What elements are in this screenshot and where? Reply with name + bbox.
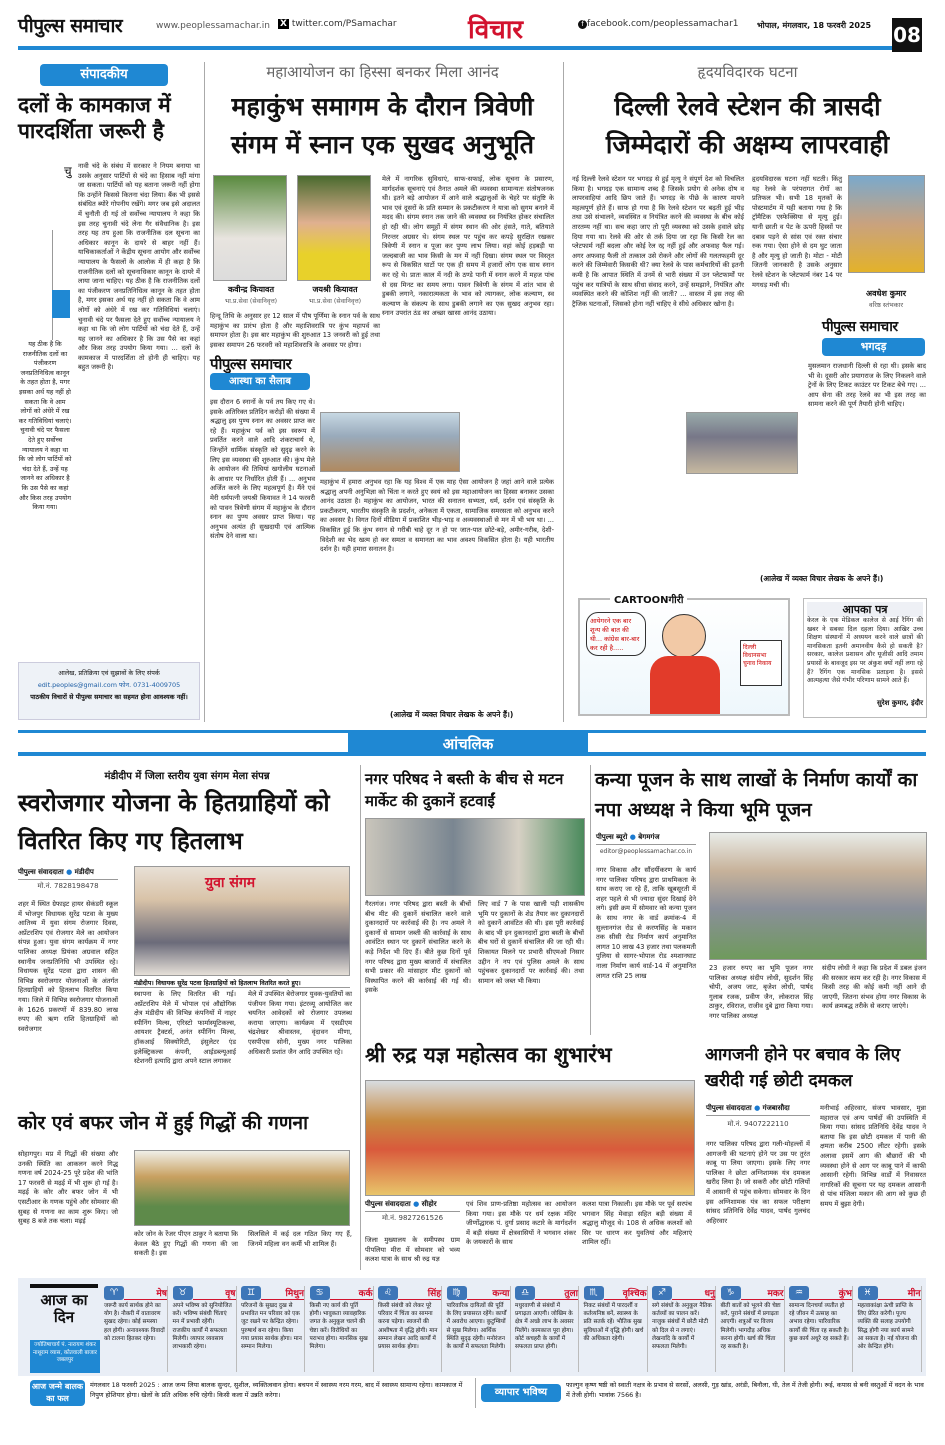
facebook-link[interactable]: f facebook.com/peoplessamachar1 [578,19,739,29]
business-tag: व्यापार भविष्य [481,1384,561,1402]
zodiac-7 [513,1286,579,1372]
zodiac-forecast: किसी नए कार्य की पूर्ति होगी। भावुकता व्यावहारिक जगत के अनुकूल चलने की चेष्टा करें। विरोधियों का पराभव होगा। मानसिक सुख मिलेगा। [309,1303,368,1351]
author1-name: कवीन्द्र कियावत [227,285,275,294]
zodiac-sign-icon: ♐ [652,1286,672,1300]
zodiac-1 [102,1286,168,1372]
delhi-author-name: अवधेश कुमार [866,289,906,298]
zodiac-3 [239,1286,305,1372]
zodiac-sign-icon: ♍ [447,1286,467,1300]
column-divider [563,62,564,722]
kalash-yatra-photo [365,1080,695,1196]
zodiac-forecast: सगे संबंधों के अनुकूल नैतिक कर्तव्यों का पालन करें। नाजुक संबंधों में छोटी मोटी को दिल से न लगाएं। लेखनादि के कार्यों में सफलता मिलेगी। [652,1303,712,1351]
zodiac-name: वृश्चिक [604,1286,647,1300]
column-divider [590,765,591,1035]
zodiac-sign-icon: ♈ [104,1286,124,1300]
kumbh-headline: महाकुंभ समागम के दौरान त्रिवेणी संगम में स्नान एक सुखद अनुभूति [230,92,535,159]
zodiac-9 [650,1286,716,1372]
cartoon-sign: दिल्ली विधानसभा चुनाव निकाय [740,640,782,686]
editorial-tag: संपादकीय [40,64,168,86]
author2-name: जयश्री कियावत [312,285,358,294]
zodiac-6 [445,1286,511,1372]
rudra-col1: जिला मुख्यालय के समीपस्थ ग्राम पीपलिया मीरा में सोमवार को भव्य कलश यात्रा के साथ श्री रुद्र यज्ञ [365,1236,460,1264]
zodiac-forecast: जरूरी कार्य सार्थक होने का योग है। नौकरी में वातावरण सुखद रहेगा। कोई समस्या हल होगी। अनावश्यक विवादों को टालना हितकर रहेगा। [104,1303,165,1342]
cartoon-face [662,614,706,658]
mutton-col2: लिए वार्ड 7 के पास खाली पड़ी शासकीय भूमि पर दुकानों के शेड तैयार कर दुकानदारों को दुकानें आवंटित की थी। इस पूरी कार्रवाई के बाद भी इन दुकानदारों द्वारा बस्ती के बीचों बीच घरों से दुकानें संचालित की जा रही थी। शिकायत मिलने पर प्रभारी सीएमओ निसार उद्दीन ने नप एवं पुलिस अमले के साथ पहुंचकर दुकानदारों पर कार्रवाई की। तथा सामान को जब्त भी किया। [478,900,584,985]
swarozgar-col2: स्थापना के लिए वितरित की गई। अप्रेंटरशिप मेले में भोपाल एवं औद्योगिक क्षेत्र मंडीदीप की विभिन्न कंपनियों में नाहर स्पीनिंग मिल्स, एरिस्टो फार्मास्यूटिकल्स, आयशर ट्रैक्टर्स, अनंत स्पीनिंग मिल्स, हॉकआई सिक्योरिटी, इंसुलेटर एंड इलेक्ट्रिकल्स कंपनी, आईडब्ल्यूआई स्टेशनरी इत्यादि द्वारा अपने स्टाल लगाकर [134,990,236,1066]
kumbh-intro: हिन्दू तिथि के अनुसार हर 12 साल में पौष पूर्णिमा के स्नान पर्व के साथ महाकुंभ का प्रारंभ होता है और महाशिवरात्रि पर कुंभ महापर्व का समापन होता है। इस बार महाकुंभ की शुरुआत 13 जनवरी को हुई तथा इसका समापन 26 फरवरी को महाशिवरात्रि के अवसर पर होगा। [210,312,380,349]
mutton-headline: नगर परिषद ने बस्ती के बीच से मटन मार्केट की दुकानें हटवाईं [365,770,564,810]
facebook-icon: f [578,20,587,29]
letter-body: केरल के एक मेडिकल कालेज से आई रैगिंग की खबर ने सबका दिल दहला दिया। आखिर उच्च शिक्षण संस्थानों में अध्ययन करने वाले छात्रों की मानसिकता इतनी अमानवीय कैसे हो सकती है? सरकार, कालेज प्रशासन और यूजीसी आदि तमाम प्रयासों के बावजूद इस पर अंकुश क्यों नहीं लगा रहे हैं? रैगिंग एक मानसिक प्रताड़ना है। इससे आत्महत्या जैसे गंभीर परिणाम सामने आते हैं। [807,617,923,685]
letter-signature: सुरेश कुमार, इंदौर [877,699,923,707]
kumbh-badge: आस्था का सैलाब [210,373,310,390]
kumbh-kicker: महाआयोजन का हिस्सा बनकर मिला आनंद [266,63,499,81]
author-photo-kavindra [213,175,287,281]
kanya-email[interactable]: editor@peoplessamachar.co.in [599,848,693,855]
swarozgar-byline: पीपुल्स संवाददाता ● मंडीदीप [18,868,118,880]
letter-box [803,598,927,718]
author-photo-awadhesh [848,175,925,273]
zodiac-name: वृष [193,1286,236,1300]
zodiac-forecast: निकट संबंधों में पारदर्शी व कर्तव्यनिष्ठ बनें, स्वास्थ्य के प्रति सतर्क रहें। भौतिक सुख सुविधाओं में वृद्धि होगी। खर्च की अधिकता रहेगी। [583,1303,644,1342]
kumbh-crowd-photo [320,412,460,472]
fire-byline: पीपुल्स संवाददाता ● गंजबासौदा [706,1104,810,1116]
zodiac-name: सिंह [398,1286,441,1300]
vulture-headline: कोर एवं बफर जोन में हुई गिद्धों की गणना [18,1112,309,1134]
contact-label: आलेख, प्रतिक्रिया एवं सुझावों के लिए संपर्क [58,669,160,677]
page-number: 08 [892,18,922,52]
kanya-byline: पीपुल्स ब्यूरो ● बेगमगंज [596,833,696,845]
kanya-col1: नगर विकास और सौंदर्यीकरण के कार्य नगर पालिका परिषद द्वारा प्राथमिकता के साथ कराए जा रहे हैं, ताकि खूबसूरती में शहर पहले से भी ज्यादा सुंदर दिखाई देने लगे। इसी क्रम में सोमवार को कन्या पूजन के साथ नगर के वार्ड क्रमांक-4 में सुल्तानगंज रोड से करणसिंह के मकान तक सीसी रोड निर्माण कार्य अनुमानित लागत 10 लाख 43 हजार तथा पलकमती पुलिया से सागर-भोपाल रोड श्मशानघाट नाला निर्माण कार्य वार्ड-14 में अनुमानित लागत राशि 25 लाख [596,866,696,980]
website-link[interactable]: www.peoplessamachar.in [156,21,270,31]
zodiac-2 [171,1286,237,1372]
rudra-headline: श्री रुद्र यज्ञ महोत्सव का शुभारंभ [365,1043,612,1067]
fire-phone: मो.नं. 9407222110 [727,1120,789,1128]
swarozgar-col1: शहर में स्थित ग्रेफाइट हायर सेकंडरी स्कूल में भोजपुर विधायक सुरेंद्र पटवा के मुख्य आतिथ्य में युवा संगम रोजगार दिवस, अप्रेंटरशिप एवं रोजगार मेले का आयोजन संपन्न हुआ। युवा संगम कार्यक्रम में नगर पालिका अध्यक्ष प्रियंका अग्रवाल सहित स्थानीय जनप्रतिनिधि भी उपस्थित रहे। विधायक सुरेंद्र पटवा द्वारा शासन की विभिन्न स्वरोजगार योजनाओं के अंतर्गत हितग्राहियों को हितलाभ वितरित किया गया। जिले में विभिन्न स्वरोजगार योजनाओं के 1626 प्रकरणों में 839.80 लाख रुपए की ऋण राशि हितग्राहियों को स्वरोजगार [18,900,118,1033]
column-divider [360,765,361,1270]
station-photo [686,412,798,474]
delhi-headline: दिल्ली रेलवे स्टेशन की त्रासदी जिम्मेदारों की अक्षम्य लापरवाही [605,92,890,159]
twitter-link[interactable]: X twitter.com/PSamachar [280,19,397,29]
cartoon-title: CARTOONगीरी [610,592,687,606]
regional-section-tab: आंचलिक [348,733,588,756]
zodiac-5 [376,1286,442,1372]
header-rule [18,46,892,50]
fire-headline: आगजनी होने पर बचाव के लिए खरीदी गई छोटी दमकल [705,1045,901,1091]
rudra-col2: एवं शिव प्राण-प्रतिष्ठा महोत्सव का आयोजन किया गया। इस मौके पर धर्म रक्षक मंदिर जीर्णोद्धारक पं. दुर्गा प्रसाद कटारे के मार्गदर्शन में बड़ी संख्या में क्षेत्रवासियों ने भगवान शंकर के जयकारों के साथ [466,1200,576,1247]
zodiac-11 [787,1286,853,1372]
zodiac-4 [308,1286,374,1372]
contact-disclaimer: पाठकीय विचारों से पीपुल्स समाचार का सहमत होना आवश्यक नहीं। [30,693,188,701]
x-icon: X [280,19,287,29]
editorial-pullquote: यह ठीक है कि राजनीतिक दलों का पंजीकरण जनप्रतिनिधित्व कानून के तहत होता है, मगर इसका अर्थ यह नहीं हो सकता कि वे आम लोगों को अंधेरे में रख कर गतिविधियां चलाएं। चुनावी चंदे पर फैसला देते हुए सर्वोच्च न्यायालय ने कहा था कि जो लोग पार्टियों को चंदा देते हैं, उन्हें यह जानने का अधिकार है कि उस पैसे का कहां और किस तरह उपयोग किया गया। [18,340,72,512]
delhi-badge: भगदड़ [822,338,925,356]
cartoon-panel [578,595,790,716]
zodiac-name: कन्या [467,1286,510,1300]
author1-role: भा.प्र.सेवा (सेवानिवृत्त) [224,298,278,305]
delhi-logo: पीपुल्स समाचार [822,319,898,335]
swarozgar-phone: मो.नं. 7828198478 [37,882,99,890]
cartoon-speech-bubble: आयेगरने एक बार शून्य की बात की थी... कांग्रेस बार-बार कर रही है..... [586,612,646,656]
zodiac-forecast: बीती बातों को भूलने की चेष्टा करें, पुराने संबंधों में प्रगाढ़ता आएगी। शत्रुओं पर विजय मिलेगी। भागदौड़ अधिक करना होगी। खर्च की चिंता रह सकती है। [720,1303,781,1351]
zodiac-sign-icon: ♑ [721,1286,741,1300]
zodiac-12 [856,1286,922,1372]
zodiac-name: धनु [672,1286,715,1300]
zodiac-forecast: पारिवारिक दायित्वों की पूर्ति के लिए प्रयासरत रहेंगे। कार्यों में अवरोध आएगा। कुटुम्बियों से सुख मिलेगा। आर्थिक स्थिति सुदृढ़ रहेगी। मनोरंजन के कार्यों में सफलता मिलेगी। [446,1303,507,1351]
vulture-col3: सिलसिले में कई दल गठित किए गए हैं, जिनमें महिला वन कर्मी भी शामिल हैं। [248,1230,352,1248]
rudra-phone: मो.नं. 9827261526 [381,1214,444,1222]
zodiac-10 [719,1286,785,1372]
zodiac-sign-icon: ♒ [789,1286,809,1300]
section-title: विचार [468,15,524,45]
zodiac-sign-icon: ♉ [173,1286,193,1300]
author2-role: भा.प्र.सेवा (सेवानिवृत्त) [308,298,362,305]
horoscope-title: आज का दिन [40,1291,88,1326]
business-forecast: फाल्गुन कृष्ण षष्ठी को स्वाती नक्षत्र के प्रभाव से सरसों, अलसी, गुड़ खांड, अरंडी, बिनौला, घी, तेल में तेजी होगी। रूई, कपास से बनी वस्तुओं में वदन के भाव में तेजी होगी। भावांक 7566 है। [566,1381,924,1399]
rudra-col3: कलश यात्रा निकाली। इस मौके पर पूर्व सरपंच भगवान सिंह मेवाड़ा सहित बड़ी संख्या में श्रद्धालु मौजूद थे। 108 से अधिक कलशों को सिर पर धारण कर युवतियां और महिलाएं शामिल रहीं। [582,1200,692,1247]
astrologer-credit: ज्योतिषाचार्य पं. नारायण शंकर नाथूराम व्यास, कोतवाली बाजार जबलपुर [30,1340,100,1373]
zodiac-sign-icon: ♌ [378,1286,398,1300]
zodiac-forecast: महत्वाकांक्षा ऊंची प्राप्ति के लिए प्रेरित करेगी। पूज्य व्यक्ति की सलाह उपयोगी सिद्ध होगी नया कार्य सामने आ सकता है। नई योजना की ओर केन्द्रित होंगे। [857,1303,917,1351]
kumbh-col1: इस दौरान 6 स्नानों के पर्व तय किए गए थे। इसके अतिरिक्त प्रतिदिन करोड़ों की संख्या में श्रद्धालु इस पुण्य स्नान का अवसर प्राप्त कर रहे हैं। महाकुंभ पर्व को इस स्वरूप में प्रवर्तित करने वाले आदि शंकराचार्य थे, जिन्होंने धार्मिक संस्कृति को सुदृढ़ करने के लिए इस व्यवस्था की शुरुआत की। कुंभ मेले के आयोजन की तिथियां खगोलीय घटनाओं के आधार पर निर्धारित होती हैं। ... अनुभव अर्जित करने के लिए महत्वपूर्ण है। मैंने एवं मेरी धर्मपत्नी जयश्री कियावत ने 14 फरवरी को पावन त्रिवेणी संगम में महाकुंभ के दौरान स्नान का पुण्य अवसर प्राप्त किया। यह अनुभव अत्यंत ही सुखदायी एवं आत्मिक संतोष देने वाला था। [210,398,315,541]
fire-col1: नगर पालिका परिषद द्वारा गली-मोहल्लों में आगजनी की घटनाएं होने पर उस पर तुरंत काबू पा लिया जाएगा। इसके लिए नगर पालिका ने छोटा अग्निशामक यंत्र दमकल खरीद लिया है। जो सकरी और छोटी गलियों में आसानी से पहुंच सकेगा। सोमवार के दिन इस अग्निशामक यंत्र का सफल परीक्षण सांसद प्रतिनिधि देवेंद्र यादव, पार्षद गुलचंद अहिरवार [706,1140,810,1225]
zodiac-sign-icon: ♎ [515,1286,535,1300]
zodiac-name: मीन [878,1286,921,1300]
swarozgar-col3: मेले में उपस्थित बेरोजगार युवक-युवतियों का पंजीयन किया गया। इंटरव्यू आयोजित कर चयनित आवेदकों को रोजगार उपलब्ध कराया जाएगा। कार्यक्रम में एसडीएम चंद्रशेखर श्रीवास्तव, वृंदावन मीणा, एसपीएस सोनी, मुख्य नगर पालिका अधिकारी प्रशांत जैन आदि उपस्थित रहे। [248,990,352,1056]
birth-forecast: मंगलवार 18 फरवरी 2025 : आज जन्म लिया बालक सुन्दर, सुशील, व्यक्तित्ववान होगा। बचपन में स्वास्थ्य नरम गरम, बाद में स्वास्थ्य सामान्य रहेगा। कामकाज में निपुण होशियार होगा। खेलों के प्रति अधिक रुचि रहेगी। किसी कला में उन्नति करेगा। [90,1381,463,1399]
mutton-market-photo [365,818,585,896]
cartoon-shirt [650,656,720,714]
zodiac-name: कर्क [330,1286,373,1300]
zodiac-forecast: परिजनों के सुखद दुख से प्रभावित मन परिवार को एक जुट रखने पर केन्द्रित रहेगा। पुरुषार्थ बना रहेगा। किया गया प्रयास सार्थक होगा। मान सम्मान मिलेगा। [241,1303,302,1351]
zodiac-name: मेष [124,1286,167,1300]
kanya-col3: संदीप लोधी ने कहा कि प्रदेश में डबल इंजन की सरकार काम कर रही है। नगर विकास में किसी तरह की कोई कमी नहीं आने दी जाएगी, जितना संभव होगा नगर विकास के कार्य क्रमबद्ध तरीके से कराए जाएंगे। [822,964,926,1011]
dateline: भोपाल, मंगलवार, 18 फरवरी 2025 [757,21,872,30]
zodiac-forecast: मधुरवाणी से संबंधों में प्रगाढ़ता आएगी। जोखिम के क्षेत्र में अच्छे लाभ के अवसर मिलेंगे। कामकाज पूरा होगा। कोर्ट कचहरी के कार्यों में सफलता प्राप्त होगी। [515,1303,574,1351]
zodiac-forecast: सामान्य दिनचर्या व्यतीत हो रहे जीवन में उत्साह का अभाव रहेगा। पारिवारिक कार्यों की चिंता रह सकती है। कुछ कार्य अधूरे रह सकते हैं। [789,1303,849,1342]
masthead-logo: पीपुल्स समाचार [18,15,123,37]
column-divider [204,62,205,722]
delhi-author-role: वरिष्ठ स्तंभकार [869,301,903,309]
kumbh-col3: महाकुंभ में हमारा अनुभव रहा कि यह विश्व में एक माह ऐसा आयोजन है जहां आने वाले प्रत्येक श्रद्धालु अपनी अनुभिज्ञा को चिंता न करते हुए स्वयं को इस महाआयोजन का हिस्सा बनाकर उसका आनंद उठाता है। महाकुंभ का आयोजन, भारत की सनातन सभ्यता, धर्म, दर्शन एवं संस्कृति के प्रकटीकरण, भारतीय संस्कृति के प्रदर्शन, अनेकता में एकता, सामाजिक समरसता को अनुभव करने का अवसर है। विगत दिनों मीडिया में प्रकाशित भीड़-भाड़ व अव्यवस्थाओं से मन में भी भय था। ... विकसित हुई कि कुंभ स्नान से गरीबी चाहे दूर न हो पर जात-पात छोटे-बड़े, अमीर-गरीब, देशी-विदेशी का भेद खत्म हो कर समता व समानता का भाव अवश्य विकसित होता है। यही भारतीय दर्शन है। यही हमारा सनातन है। [320,478,554,554]
drop-cap: चु [64,164,72,178]
contact-email[interactable]: edit.peoples@gmail.com फोन. 0731-4009705 [37,681,181,689]
zodiac-forecast: किसी संबंधी को लेकर पूरे परिवार में चिंता का सामना करना पड़ेगा। स्वजनों की आशीषता में वृद्धि होगी। मान सम्मान लेखन आदि कार्यों में प्रयास सार्थक होगा। [378,1303,438,1351]
delhi-col3: मुसलमान राजधानी दिल्ली से रहा थी। इसके बाद भी वे। दूसरी ओर प्रयागराज के लिए निकलने वाले ट्रेनों के लिए टिकट काउंटर पर टिकट बेचे गए। ... आप सेना की तरह रेलवे का भी इस तरह का सामना करने की पूर्ण तैयारी होनी चाहिए। [808,362,926,409]
delhi-col1: नई दिल्ली रेलवे स्टेशन पर भगदड़ से हुई मृत्यु ने संपूर्ण देश को विचलित किया है। भगदड़ एक सामान्य शब्द है जिसके प्रयोग से अनेक दोष व लापरवाहियां आदि छिप जाते हैं। भगदड़ के पीछे के कारण मायने महत्वपूर्ण होते हैं। साफ हो गया है कि रेलवे स्टेशन पर बढ़ती हुई भीड़ तथा उसे संभालने, व्यवस्थित व नियंत्रित करने की व्यवस्था के बीच कोई तारतम्य नहीं था। सच कहा जाए तो पूरी व्यवस्था को उसके हवाले छोड़ दिया गया था। रेलवे की ओर से तर्क दिया जा रहा कि किसी रेल का प्लेटफार्म नहीं बदला और कोई रेल रद्द नहीं हुई और अफवाह फैल गई। अगर अफवाह फैली तो तत्काल उसे रोकने और लोगों की गलतफहमी दूर करने की जिम्मेवारी किसकी थी? क्या रेलवे के पास कर्मचारियों की इतनी कमी है कि आपात स्थिति में उनमें से भारी संख्या में उन प्लेटफार्मों पर पहुंच कर यात्रियों के साथ सीधा संवाद करने, उन्हें समझाने, नियंत्रित और व्यवस्थित करने की कोशिश नहीं की जाती? ... वास्तव में इस तरह की ट्रैजिक घटनाओं, जिसको होना नहीं चाहिए वे सीधे अधिकार खोना है। [572,175,744,308]
column-divider [475,1378,476,1408]
zodiac-8 [582,1286,648,1372]
kanya-pujan-photo [709,832,927,960]
zodiac-name: मिथुन [261,1286,304,1300]
delhi-col2: हृदयविदारक घटना नहीं घटती। किंतु यह रेलवे के परंपरागत रोगों का प्रतिफल भी। सभी 18 मृतकों के पोस्टमार्टम में यही बताया गया है कि ट्रॉमैटिक एस्फेक्सिया से मृत्यु हुई। यानी छाती व पेट के ऊपरी हिस्सों पर दबाव पड़ने से सांस एवं रक्त संचार रुक गया। ऐसा होने से दम घुट जाता है और मृत्यु हो जाती है। मोटा - मोटी जितनी जानकारी है उसके अनुसार रेलवे स्टेशन के प्लेटफार्म नंबर 14 पर मगधड़ मची थी। [752,175,842,289]
delhi-disclaimer: (आलेख में व्यक्त विचार लेखक के अपने हैं।) [760,574,884,583]
vulture-census-photo [134,1150,350,1226]
rudra-byline: पीपुल्स संवाददाता ● सीहोर [365,1200,460,1212]
fire-col2: मनीभाई अहिरवार, संजय भावसार, मुन्ना महाराज एवं अन्य पार्षदों की उपस्थिति में किया गया। सांसद प्रतिनिधि देवेंद्र यादव ने बताया कि इस छोटी दमकल में पानी की क्षमता करीब 2500 लीटर रहेगी। इसके अलावा इसमें आग की बौछारों की भी व्यवस्था होने से आग पर काबू पाने में काफी आसानी रहेगी। विभिन्न वार्डों में निवासरत नागरिकों की सूचना पर यह दमकल आसानी से पांच मंजिला मकान की आग को कुछ ही समय में बुझा देगी। [820,1104,926,1208]
kumbh-disclaimer: (आलेख में व्यक्त विचार लेखक के अपने हैं।) [390,710,514,719]
kumbh-col2: मेले में नागरिक सुविधाएं, साफ-सफाई, लोक सूचना के प्रसारण, मार्गदर्शक सूचनाएं एवं तैनात अमले की व्यवस्था सामान्यतः संतोषजनक थी। इतने बड़े आयोजन में आने वाले श्रद्धालुओं के चेहरे पर संतुष्टि के भाव एवं दूसरों के प्रति सम्मान के प्रकटीकरण ने यात्रा को सुगम बनाने में मदद की। संगम स्नान तक जाने की व्यवस्था स्व नियंत्रित होकर संचालित हो रही थी। लोग समूहों में संगम स्थान की ओर हंसते, गाते, बतियाते निरन्तर अग्रसर थे। संगम स्थल पर पहुंच कर कपड़े सुरक्षित रखकर त्रिवेणी में स्नान व पूजा कर पुण्य लाभ लिया। वहां कोई हड़बड़ी या जल्दबाजी का भाव किसी के मन में नहीं दिखा। संगम स्थल पर विस्तृत रूप से विकसित घाटों पर एक ही समय में हजारों लोग एक साथ स्नान कर रहे थे। प्रातः काल में नदी के ठण्डे पानी में स्नान करने में महज पांच से दस मिनट का समय लगा। पावन त्रिवेणी के संगम में शांत भाव से डुबकी लगाने, नकारात्मकता के भाव को त्यागकर, लोक कल्याण, स्व कल्याण के संकल्प के साथ डुबकी लगाने का एक सुखद अनुभव रहा। स्नान उपरांत ठंड का अच्छा खासा आनंद उठाया। [382,175,554,318]
swarozgar-kicker: मंडीदीप में जिला स्तरीय युवा संगम मेला संपन्न [104,771,270,782]
mutton-col1: गैरतगंज। नगर परिषद द्वारा बस्ती के बीचों बीच मीट की दुकानें संचालित करने वाले दुकानदारों पर कार्रवाई की है। नप अमले ने दुकानों से सामान जब्ती की कार्रवाई के साथ आवंटित स्थान पर दुकानें संचालित करने के कड़े निर्देश भी दिए हैं। बीते कुछ दिनों पूर्व नगर परिषद द्वारा मुख्य बाजारों में संचालित सभी प्रकार की मांसाहार मीट दुकानों को विस्थापित करने की कार्रवाई की गई थी। इसके [365,900,471,995]
zodiac-name: तुला [535,1286,578,1300]
birth-tag: आज जन्मे बालक का फल [30,1380,85,1406]
pullquote-marker [52,290,70,318]
editorial-body: नावी चंदे के संबंध में सरकार ने नियम बनाया था उसके अनुसार पार्टियों से चंदे का हिसाब नहीं मांगा जा सकता। पार्टियों को यह बताना जरूरी नहीं होगा कि उन्होंने किससे कितना चंदा लिया। बैंक भी इससे संबंधित ब्योरे गोपनीय रखेंगे। मगर जब इसे अदालत में चुनौती दी गई तो सर्वोच्च न्यायालय ने कहा कि इस तरह चुनावी चंदे लेना गैर संवैधानिक है। इस तरह यह तय हुआ कि राजनीतिक दल सूचना का अधिकार कानून के दायरे से बाहर नहीं हैं। याचिकाकर्ताओं ने केंद्रीय सूचना आयोग और सर्वोच्च न्यायालय के फैसलों के आलोक में ही कहा है कि राजनीतिक दलों को सूचनाधिकार कानून के दायरे में लाया जाना चाहिए। यह ठीक है कि राजनीतिक दलों का पंजीकरण जनप्रतिनिधित्व कानून के तहत होता है, मगर इसका अर्थ यह नहीं हो सकता कि वे आम लोगों को अंधेरे में रख कर गतिविधियां चलाएं। चुनावी चंदे पर फैसला देते हुए सर्वोच्च न्यायालय ने कहा था कि जो लोग पार्टियों को चंदा देते हैं, उन्हें यह जानने का अधिकार है कि उस पैसे का कहां और किस तरह उपयोग किया गया। ... दलों के कामकाज में पारदर्शिता तो होनी ही चाहिए। यह बहुत जरूरी है। [78,162,200,372]
editorial-headline: दलों के कामकाज में पारदर्शिता जरूरी है [18,93,171,144]
zodiac-sign-icon: ♋ [310,1286,330,1300]
zodiac-sign-icon: ♏ [584,1286,604,1300]
zodiac-sign-icon: ♊ [241,1286,261,1300]
letter-title: आपका पत्र [807,602,923,617]
zodiac-forecast: अपने भविष्य को सुनियोजित करें। भविष्य संबंधी चिंताएं मन में प्रभावी रहेंगी। राजकीय कार्यों में सफलता मिलेगी। व्यापार व्यवसाय लाभकारी रहेगा। [172,1303,232,1351]
author-photo-jayshree [297,175,371,281]
vulture-col2: कोर जोन के रेंजर पीएन ठाकुर ने बताया कि केवल बैठे हुए गिद्धों की गणना की जा सकती है। इस [134,1230,238,1258]
horoscope-rule [30,1284,98,1288]
zodiac-sign-icon: ♓ [858,1286,878,1300]
swarozgar-caption: मंडीदीप। विधायक सुरेंद्र पटवा हितग्राहियों को हितलाभ वितरित करते हुए। [134,978,350,988]
zodiac-name: कुंभ [809,1286,852,1300]
swarozgar-headline: स्वरोजगार योजना के हितग्राहियों को वितरित किए गए हितलाभ [18,789,330,855]
zodiac-name: मकर [741,1286,784,1300]
kanya-headline: कन्या पूजन के साथ लाखों के निर्माण कार्यों का नपा अध्यक्ष ने किया भूमि पूजन [595,769,918,821]
delhi-kicker: हृदयविदारक घटना [697,63,798,81]
yuva-sangam-photo [134,866,350,976]
contact-box [18,662,200,720]
yuva-sangam-banner: युवा संगम [205,875,256,891]
pullquote-rule [52,230,53,340]
kanya-col2: 23 हजार रुपए का भूमि पूजन नगर पालिका अध्यक्ष संदीप लोधी, सुदर्शन सिंह चोपी, अजय जाट, बृजेश लोधी, पार्षद गुलाब रजक, प्रवीण जैन, लोकराज सिंह ठाकुर, रविराज, राजीव दुबे द्वारा किया गया। नगर पालिका अध्यक्ष [709,964,813,1020]
kumbh-logo: पीपुल्स समाचार [210,355,292,373]
vulture-col1: सोहागपुर। मप्र में गिद्धों की संख्या और उनकी स्थिति का आकलन करने गिद्ध गणना वर्ष 2024-25 पूरे प्रदेश की भांति 17 फरवरी से मढ़ई में भी शुरू हो गई है। मढ़ई के कोर और बफर जोन में भी एसटीआर के गणक पहुंचे और सोमवार की सुबह से गणना का काम शुरू किए। जो सुबह 8 बजे तक चला। मढ़ई [18,1150,118,1226]
